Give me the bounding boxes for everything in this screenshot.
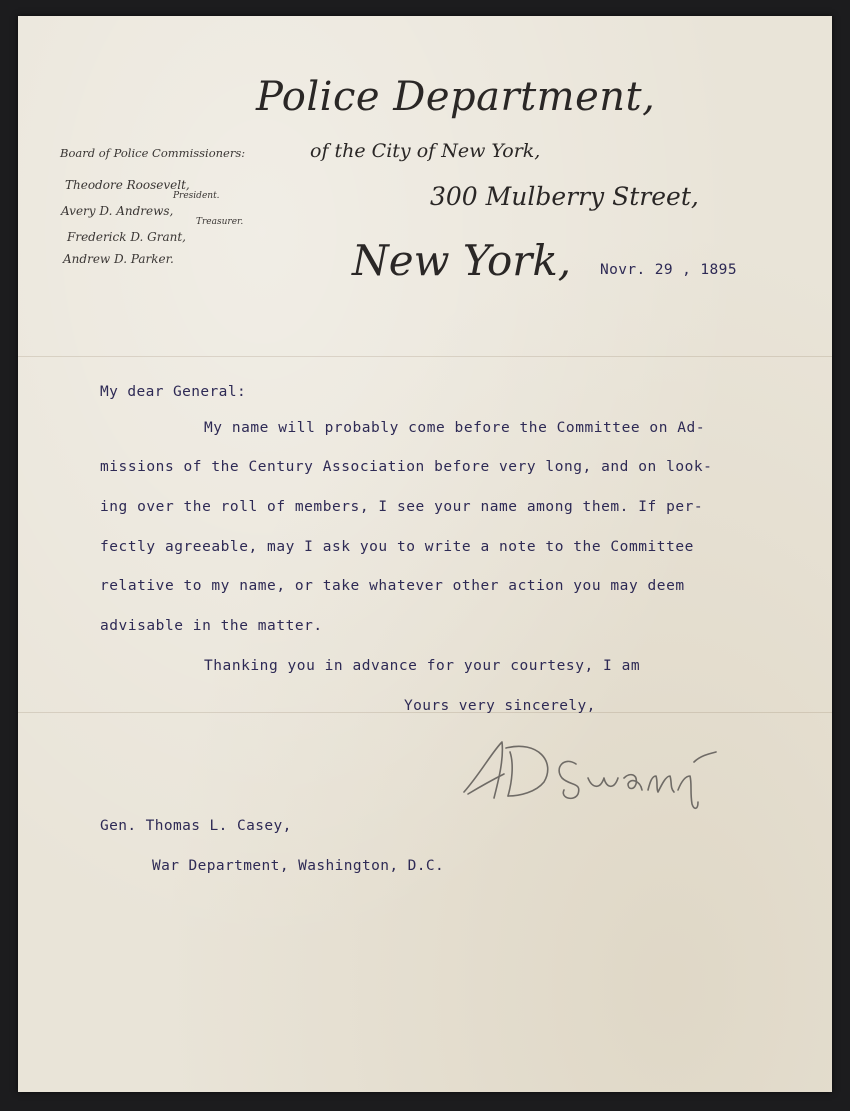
body-line: missions of the Century Association before very long, and on look- <box>100 459 713 475</box>
letterhead-street: 300 Mulberry Street, <box>430 182 699 211</box>
closing: Yours very sincerely, <box>404 698 596 714</box>
body-line: relative to my name, or take whatever other action you may deem <box>100 578 685 594</box>
signature <box>458 734 778 814</box>
body-line: fectly agreeable, may I ask you to write a note to the Committee <box>100 539 694 555</box>
board-member: Avery D. Andrews, <box>61 204 174 218</box>
recipient-address: War Department, Washington, D.C. <box>152 858 445 874</box>
fold-line <box>18 356 832 357</box>
board-member: Andrew D. Parker. <box>63 252 174 266</box>
salutation: My dear General: <box>100 384 247 400</box>
body-line: ing over the roll of members, I see your name among them. If per- <box>100 499 704 515</box>
body-line: Thanking you in advance for your courtesy, I am <box>204 658 641 674</box>
recipient-name: Gen. Thomas L. Casey, <box>100 818 292 834</box>
board-member: Frederick D. Grant, <box>67 230 186 244</box>
board-member: Theodore Roosevelt, <box>65 178 190 192</box>
body-line: advisable in the matter. <box>100 618 323 634</box>
letterhead-city: of the City of New York, <box>310 140 541 162</box>
letterhead-place: New York, <box>352 236 572 285</box>
letter-page <box>18 16 832 1092</box>
letterhead-title: Police Department, <box>256 74 656 120</box>
board-member-role: President. <box>173 191 220 201</box>
body-line: My name will probably come before the Committee on Ad- <box>204 420 706 436</box>
board-title: Board of Police Commissioners: <box>60 146 246 160</box>
board-member-role: Treasurer. <box>196 217 244 227</box>
letter-date: Novr. 29 , 1895 <box>600 262 737 278</box>
